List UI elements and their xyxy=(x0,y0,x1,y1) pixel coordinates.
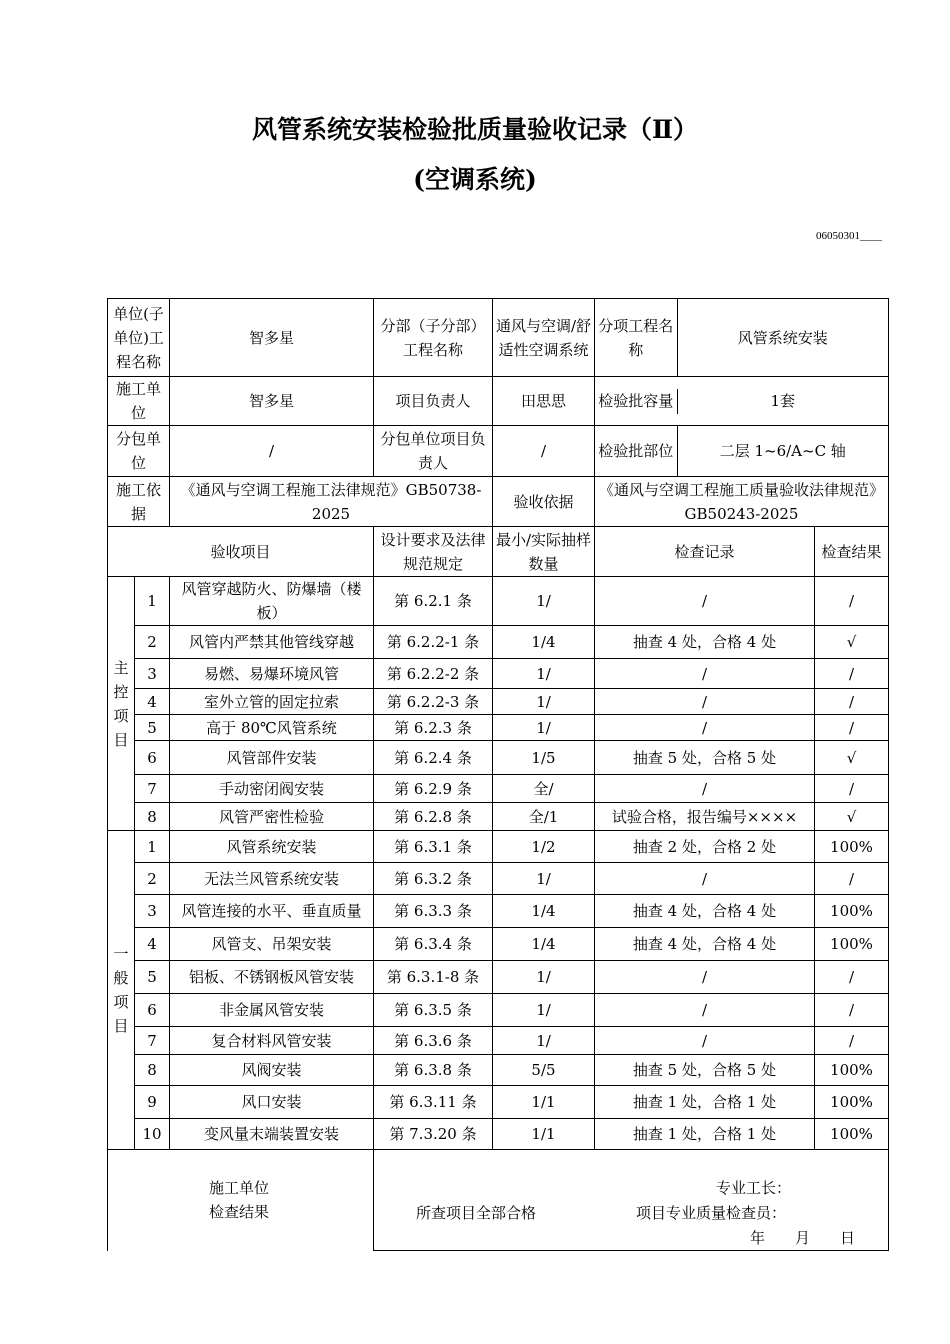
item-sample: 1/ xyxy=(493,1027,595,1055)
item-sample: 1/ xyxy=(493,715,595,741)
header-row-contractor xyxy=(108,377,889,426)
item-row xyxy=(108,831,889,863)
item-result: / xyxy=(815,577,889,626)
footer-left-line1: 施工单位 xyxy=(208,1179,269,1197)
item-spec: 第 6.3.5 条 xyxy=(374,994,493,1027)
item-result: / xyxy=(815,659,889,689)
item-sample: 1/ xyxy=(493,689,595,715)
item-result: 100% xyxy=(815,895,889,928)
item-result: √ xyxy=(815,741,889,775)
item-number: 8 xyxy=(135,1055,170,1086)
contractor-label: 施工单位 xyxy=(108,377,170,426)
item-result: 100% xyxy=(815,1086,889,1119)
item-result: √ xyxy=(815,626,889,659)
item-name: 非金属风管安装 xyxy=(170,994,374,1027)
location-label: 检验批部位 xyxy=(595,426,677,476)
item-row xyxy=(108,626,889,659)
col-sample: 最小/实际抽样数量 xyxy=(493,527,595,577)
item-result: √ xyxy=(815,803,889,831)
item-number: 8 xyxy=(135,803,170,831)
item-spec: 第 6.2.1 条 xyxy=(374,577,493,626)
item-sample: 1/ xyxy=(493,577,595,626)
accept-basis-label: 验收依据 xyxy=(493,477,595,527)
item-number: 5 xyxy=(135,715,170,741)
item-record: 抽查 5 处，合格 5 处 xyxy=(595,1055,815,1086)
item-row xyxy=(108,1086,889,1119)
item-row xyxy=(108,689,889,715)
header-row-unit xyxy=(108,299,889,377)
item-name: 风管支、吊架安装 xyxy=(170,928,374,961)
footer-date: 年 月 日 xyxy=(750,1229,856,1247)
item-name: 风管穿越防火、防爆墙（楼板） xyxy=(170,577,374,626)
footer-foreman: 专业工长： xyxy=(716,1179,792,1197)
item-number: 2 xyxy=(135,863,170,895)
footer-left xyxy=(108,1150,374,1251)
item-spec: 第 6.3.2 条 xyxy=(374,863,493,895)
general-group-char: 一 xyxy=(113,945,129,963)
item-name: 风管系统安装 xyxy=(170,831,374,863)
subitem-label: 分项工程名称 xyxy=(595,299,677,376)
item-name: 室外立管的固定拉索 xyxy=(170,689,374,715)
item-row xyxy=(108,803,889,831)
general-group-char: 目 xyxy=(113,1017,129,1035)
footer-inspector: 项目专业质量检查员： xyxy=(636,1204,787,1222)
main-control-group-char: 主 xyxy=(113,658,129,677)
item-row xyxy=(108,715,889,741)
item-row xyxy=(108,577,889,626)
pm-value: 田思思 xyxy=(493,377,595,426)
item-row xyxy=(108,1027,889,1055)
item-sample: 1/1 xyxy=(493,1086,595,1119)
item-record: / xyxy=(595,961,815,994)
item-result: / xyxy=(815,715,889,741)
item-record: 抽查 1 处，合格 1 处 xyxy=(595,1086,815,1119)
main-control-group-char: 目 xyxy=(113,730,129,749)
item-name: 高于 80℃风管系统 xyxy=(170,715,374,741)
item-spec: 第 6.3.1-8 条 xyxy=(374,961,493,994)
item-row xyxy=(108,863,889,895)
item-row xyxy=(108,775,889,803)
item-sample: 1/1 xyxy=(493,1119,595,1150)
item-record: 抽查 4 处，合格 4 处 xyxy=(595,626,815,659)
item-record: 抽查 1 处，合格 1 处 xyxy=(595,1119,815,1150)
item-name: 无法兰风管系统安装 xyxy=(170,863,374,895)
main-control-group-char: 控 xyxy=(113,682,129,701)
item-row xyxy=(108,1055,889,1086)
main-control-group xyxy=(108,577,135,831)
item-result: / xyxy=(815,775,889,803)
accept-basis-value: 《通风与空调工程施工质量验收法律规范》GB50243-2025 xyxy=(595,477,889,527)
basis-label: 施工依据 xyxy=(108,477,170,527)
item-sample: 1/ xyxy=(493,994,595,1027)
item-name: 变风量末端装置安装 xyxy=(170,1119,374,1150)
sub-pm-label: 分包单位项目负责人 xyxy=(374,426,493,477)
item-name: 风阀安装 xyxy=(170,1055,374,1086)
subitem-value: 风管系统安装 xyxy=(737,328,828,347)
capacity-label: 检验批容量 xyxy=(595,389,677,414)
item-number: 5 xyxy=(135,961,170,994)
item-row xyxy=(108,928,889,961)
item-number: 10 xyxy=(135,1119,170,1150)
item-row xyxy=(108,994,889,1027)
item-record: / xyxy=(595,715,815,741)
capacity-value: 1套 xyxy=(770,392,796,410)
item-number: 2 xyxy=(135,626,170,659)
col-record: 检查记录 xyxy=(595,527,815,577)
item-record: / xyxy=(595,994,815,1027)
item-name: 风口安装 xyxy=(170,1086,374,1119)
item-spec: 第 6.2.2-1 条 xyxy=(374,626,493,659)
item-spec: 第 6.2.8 条 xyxy=(374,803,493,831)
item-row xyxy=(108,961,889,994)
sub-label: 分包单位 xyxy=(108,426,170,477)
item-name: 手动密闭阀安装 xyxy=(170,775,374,803)
item-name: 风管内严禁其他管线穿越 xyxy=(170,626,374,659)
item-spec: 第 6.2.2-2 条 xyxy=(374,659,493,689)
header-row-basis xyxy=(108,477,889,527)
general-group-char: 项 xyxy=(113,993,129,1011)
inspection-form xyxy=(107,298,889,1251)
item-spec: 第 6.3.8 条 xyxy=(374,1055,493,1086)
division-label: 分部（子分部）工程名称 xyxy=(374,299,493,377)
item-record: / xyxy=(595,775,815,803)
item-row xyxy=(108,741,889,775)
item-name: 复合材料风管安装 xyxy=(170,1027,374,1055)
item-number: 6 xyxy=(135,741,170,775)
item-result: 100% xyxy=(815,831,889,863)
item-spec: 第 6.2.2-3 条 xyxy=(374,689,493,715)
item-spec: 第 7.3.20 条 xyxy=(374,1119,493,1150)
item-sample: 1/4 xyxy=(493,895,595,928)
item-sample: 1/ xyxy=(493,961,595,994)
item-record: 试验合格，报告编号×××× xyxy=(595,803,815,831)
item-record: 抽查 4 处，合格 4 处 xyxy=(595,928,815,961)
item-record: / xyxy=(595,1027,815,1055)
item-record: / xyxy=(595,689,815,715)
item-sample: 1/2 xyxy=(493,831,595,863)
item-spec: 第 6.3.4 条 xyxy=(374,928,493,961)
item-spec: 第 6.3.6 条 xyxy=(374,1027,493,1055)
footer-right xyxy=(374,1150,889,1251)
col-result: 检查结果 xyxy=(815,527,889,577)
basis-value: 《通风与空调工程施工法律规范》GB50738-2025 xyxy=(170,477,493,527)
item-result: 100% xyxy=(815,1055,889,1086)
item-number: 7 xyxy=(135,1027,170,1055)
doc-subtitle: (空调系统) xyxy=(413,165,537,194)
unit-value: 智多星 xyxy=(170,299,374,377)
item-result: 100% xyxy=(815,928,889,961)
item-result: / xyxy=(815,689,889,715)
item-sample: 1/ xyxy=(493,863,595,895)
item-name: 风管严密性检验 xyxy=(170,803,374,831)
unit-label: 单位(子单位)工程名称 xyxy=(108,299,170,377)
item-sample: 1/4 xyxy=(493,626,595,659)
main-control-group-char: 项 xyxy=(113,706,129,725)
item-sample: 全/ xyxy=(493,775,595,803)
division-value: 通风与空调/舒适性空调系统 xyxy=(493,299,595,377)
item-spec: 第 6.2.9 条 xyxy=(374,775,493,803)
contractor-value: 智多星 xyxy=(170,377,374,426)
item-row xyxy=(108,1119,889,1150)
item-sample: 1/ xyxy=(493,659,595,689)
location-value: 二层 1~6/A~C 轴 xyxy=(719,442,846,460)
sub-pm-value: / xyxy=(493,426,595,477)
item-number: 1 xyxy=(135,577,170,626)
item-number: 1 xyxy=(135,831,170,863)
item-number: 4 xyxy=(135,928,170,961)
item-record: 抽查 5 处，合格 5 处 xyxy=(595,741,815,775)
doc-title: 风管系统安装检验批质量验收记录（Ⅱ） xyxy=(251,115,699,144)
item-result: / xyxy=(815,863,889,895)
footer-left-line2: 检查结果 xyxy=(208,1203,269,1221)
item-record: 抽查 2 处，合格 2 处 xyxy=(595,831,815,863)
item-result: / xyxy=(815,994,889,1027)
general-group xyxy=(108,831,135,1150)
item-result: / xyxy=(815,961,889,994)
col-item: 验收项目 xyxy=(108,527,374,577)
item-row xyxy=(108,895,889,928)
doc-code: 06050301____ xyxy=(816,230,882,242)
general-group-char: 般 xyxy=(113,969,129,987)
item-name: 风管部件安装 xyxy=(170,741,374,775)
item-result: / xyxy=(815,1027,889,1055)
item-number: 3 xyxy=(135,659,170,689)
item-sample: 1/5 xyxy=(493,741,595,775)
item-number: 3 xyxy=(135,895,170,928)
col-spec: 设计要求及法律规范规定 xyxy=(374,527,493,577)
item-sample: 5/5 xyxy=(493,1055,595,1086)
item-name: 铝板、不锈钢板风管安装 xyxy=(170,961,374,994)
item-number: 4 xyxy=(135,689,170,715)
item-record: 抽查 4 处，合格 4 处 xyxy=(595,895,815,928)
item-spec: 第 6.3.11 条 xyxy=(374,1086,493,1119)
item-sample: 全/1 xyxy=(493,803,595,831)
item-number: 7 xyxy=(135,775,170,803)
item-record: / xyxy=(595,577,815,626)
column-header-row xyxy=(108,527,889,577)
item-number: 9 xyxy=(135,1086,170,1119)
item-name: 易燃、易爆环境风管 xyxy=(170,659,374,689)
item-name: 风管连接的水平、垂直质量 xyxy=(170,895,374,928)
item-spec: 第 6.2.3 条 xyxy=(374,715,493,741)
footer-row xyxy=(108,1150,889,1251)
item-sample: 1/4 xyxy=(493,928,595,961)
item-spec: 第 6.3.1 条 xyxy=(374,831,493,863)
item-number: 6 xyxy=(135,994,170,1027)
item-spec: 第 6.3.3 条 xyxy=(374,895,493,928)
pm-label: 项目负责人 xyxy=(374,377,493,426)
item-spec: 第 6.2.4 条 xyxy=(374,741,493,775)
item-result: 100% xyxy=(815,1119,889,1150)
footer-conclusion: 所查项目全部合格 xyxy=(416,1204,537,1222)
item-record: / xyxy=(595,659,815,689)
sub-value: / xyxy=(170,426,374,477)
item-row xyxy=(108,659,889,689)
header-row-sub xyxy=(108,426,889,477)
item-record: / xyxy=(595,863,815,895)
